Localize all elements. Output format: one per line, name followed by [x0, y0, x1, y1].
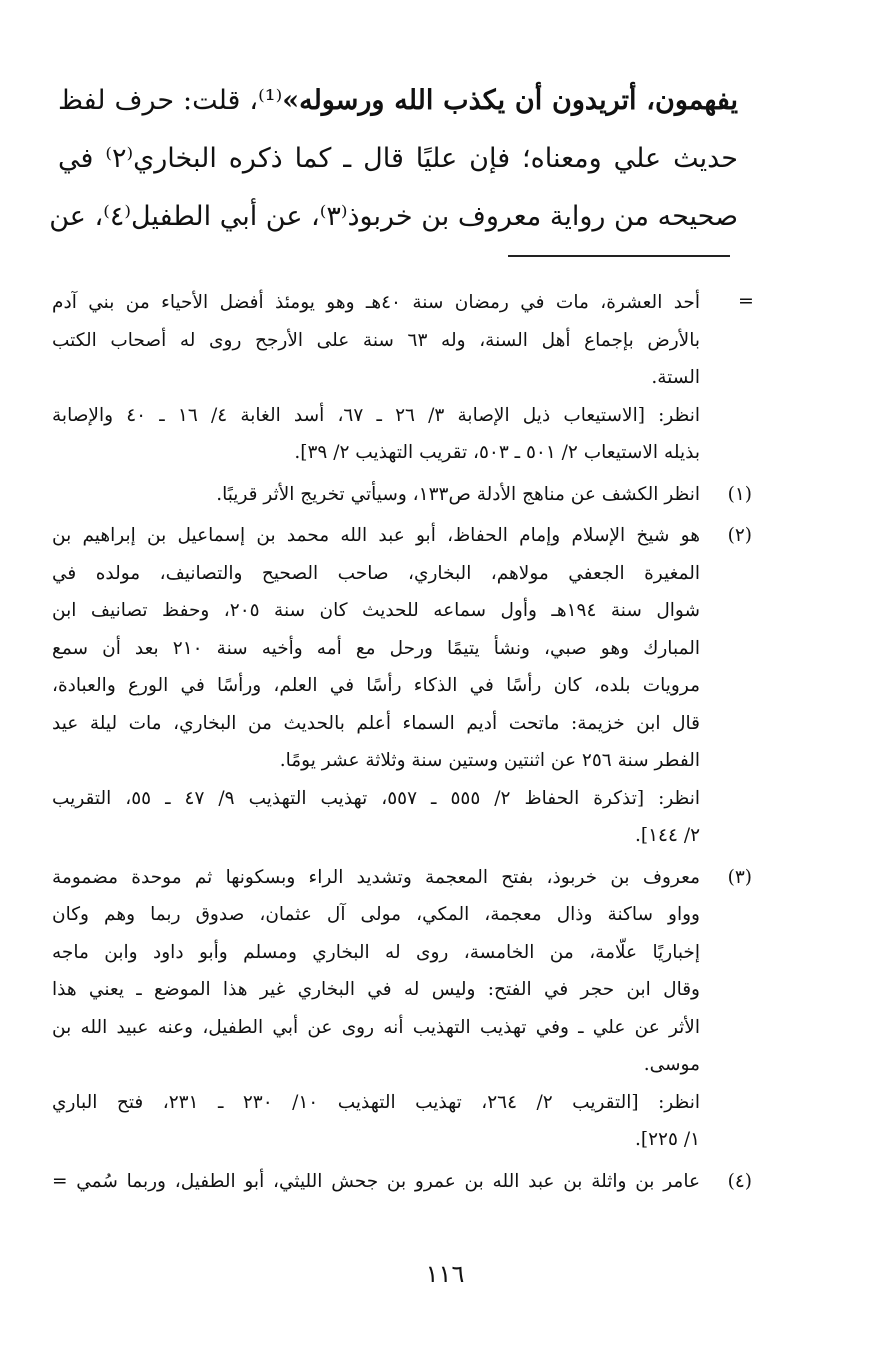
footnote-line: الستة.	[651, 367, 700, 388]
footnote-line: مرويات بلده، كان رأسًا في الذكاء رأسًا في العلم، ورأسًا في الورع والعبادة،	[52, 675, 700, 696]
main-text-line: حديث علي ومعناه؛ فإن عليًا قال ـ كما ذكره البخاري⁽٢⁾ في	[58, 143, 738, 174]
footnote-number: (٣)	[727, 866, 752, 888]
footnote-line: وقال ابن حجر في الفتح: وليس له في البخاري غير هذا الموضع ـ يعني هذا	[52, 979, 700, 1000]
footnote-line: المبارك وهو صبي، ونشأ يتيمًا ورحل مع أمه وأخيه سنة ٢١٠ بعد أن سمع	[52, 637, 700, 659]
footnote-body	[52, 517, 700, 855]
footnote-line: ٢/ ١٤٤].	[635, 825, 700, 846]
main-text-rest: ⁽¹⁾، قلت: حرف لفظ	[58, 85, 283, 116]
footnote-line: انظر الكشف عن مناهج الأدلة ص١٣٣، وسيأتي تخريج الأثر قريبًا.	[216, 483, 700, 505]
footnote-line: بالأرض بإجماع أهل السنة، وله ٦٣ سنة على الأرجح روى له أصحاب الكتب	[52, 329, 700, 351]
footnote-line: إخباريًا علّامة، من الخامسة، روى له البخاري ومسلم وأبو داود وابن ماجه	[52, 941, 700, 963]
footnote-line: انظر: [تذكرة الحفاظ ٢/ ٥٥٥ ـ ٥٥٧، تهذيب التهذيب ٩/ ٤٧ ـ ٥٥، التقريب	[52, 787, 700, 809]
page-number: ١١٦	[425, 1260, 465, 1288]
footnote-line: قال ابن خزيمة: ماتحت أديم السماء أعلم بالحديث من البخاري، مات ليلة عيد	[52, 712, 700, 734]
footnote-line: بذيله الاستيعاب ٢/ ٥٠١ ـ ٥٠٣، تقريب التهذيب ٢/ ٣٩].	[294, 442, 700, 463]
footnote-line: شوال سنة ١٩٤هـ وأول سماعه للحديث كان سنة ٢٠٥، وحفظ تصانيف ابن	[52, 600, 700, 621]
footnote-line: عامر بن واثلة بن عبد الله بن عمرو بن جحش الليثي، أبو الطفيل، وربما سُمي =	[52, 1170, 700, 1192]
footnote-2	[52, 517, 752, 855]
main-text-line: صحيحه من رواية معروف بن خربوذ⁽٣⁾، عن أبي الطفيل⁽٤⁾، عن	[49, 201, 738, 232]
footnote-line: انظر: [الاستيعاب ذيل الإصابة ٣/ ٢٦ ـ ٦٧، أسد الغابة ٤/ ١٦ ـ ٤٠ والإصابة	[52, 404, 701, 426]
main-text	[49, 72, 738, 246]
footnote-separator	[508, 255, 730, 257]
footnote-number: (٢)	[727, 525, 752, 546]
footnote-line: موسى.	[643, 1054, 700, 1075]
footnote-continuation-mark: =	[738, 290, 754, 312]
footnote-line: هو شيخ الإسلام وإمام الحفاظ، أبو عبد الله محمد بن إسماعيل بن إبراهيم بن	[52, 525, 700, 546]
footnote-4	[52, 1163, 752, 1201]
main-text-line	[58, 72, 738, 130]
footnote-body	[52, 476, 700, 514]
footnote-line: الفطر سنة ٢٥٦ عن اثنتين وستين سنة وثلاثة عشر يومًا.	[279, 750, 700, 771]
footnote-line: انظر: [التقريب ٢/ ٢٦٤، تهذيب التهذيب ١٠/ ٢٣٠ ـ ٢٣١، فتح الباري	[52, 1091, 700, 1113]
footnote-number: (١)	[727, 483, 752, 505]
footnote-body	[52, 284, 700, 472]
footnote-body	[52, 859, 700, 1159]
footnote-body	[52, 1163, 700, 1201]
footnote-line: الأثر عن علي ـ وفي تهذيب التهذيب أنه روى عن أبي الطفيل، وعنه عبيد الله بن	[52, 1016, 700, 1038]
footnote-continued	[52, 284, 752, 472]
footnote-line: ١/ ٢٢٥].	[635, 1129, 700, 1150]
footnote-line: المغيرة الجعفي مولاهم، البخاري، صاحب الصحيح والتصانيف، مولده في	[52, 562, 700, 584]
footnote-number-empty	[700, 284, 752, 472]
footnote-number: (٤)	[727, 1170, 752, 1192]
footnote-line: أحد العشرة، مات في رمضان سنة ٤٠هـ وهو يومئذ أفضل الأحياء من بني آدم	[52, 292, 701, 313]
footnote-1	[52, 476, 752, 514]
footnote-line: وواو ساكنة وذال معجمة، المكي، مولى آل عثمان، صدوق ربما وهم وكان	[52, 904, 700, 925]
footnotes	[52, 284, 752, 1204]
footnote-3	[52, 859, 752, 1159]
quoted-phrase: يفهمون، أتريدون أن يكذب الله ورسوله»	[282, 85, 738, 116]
footnote-line: معروف بن خربوذ، بفتح المعجمة وتشديد الراء وبسكونها ثم موحدة مضمومة	[52, 866, 700, 888]
